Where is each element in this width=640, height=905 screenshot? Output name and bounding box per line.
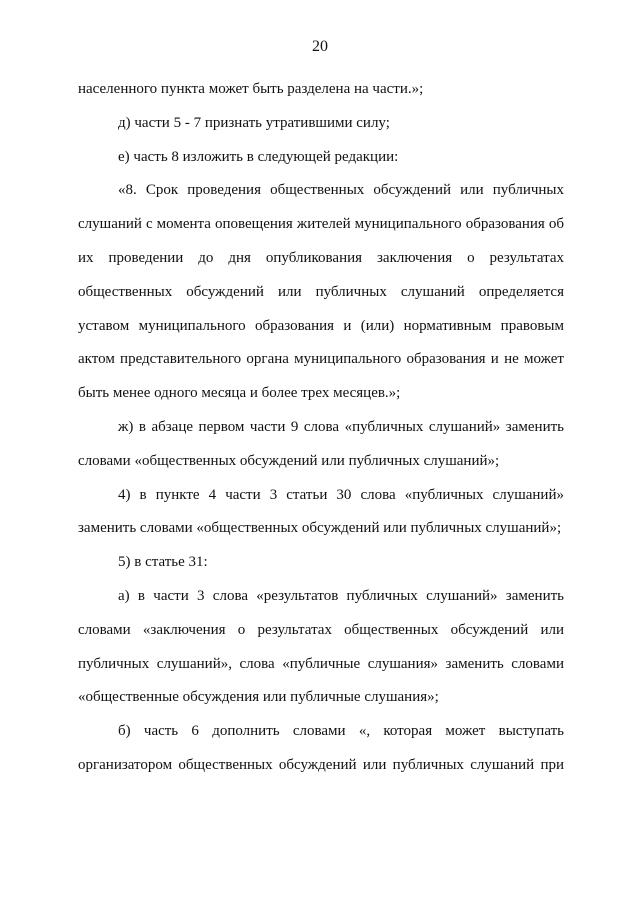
text-line: 4) в пункте 4 части 3 статьи 30 слова «публичных слушаний» — [118, 486, 564, 503]
page-number: 20 — [312, 38, 328, 55]
paragraph-continuation — [78, 73, 564, 107]
text-line: д) части 5 - 7 признать утратившими силу; — [118, 114, 390, 131]
text-line: «8. Срок проведения общественных обсуждений или публичных — [118, 182, 564, 199]
paragraph-item-e — [78, 141, 564, 175]
text-line: б) часть 6 дополнить словами «, которая может выступать — [118, 723, 564, 740]
text-line: быть менее одного месяца и более трех месяцев.»; — [78, 385, 401, 402]
paragraph-item-d — [78, 107, 564, 141]
text-line: а) в части 3 слова «результатов публичных слушаний» заменить — [118, 587, 564, 604]
text-line: заменить словами «общественных обсуждений или публичных слушаний»; — [78, 520, 562, 537]
paragraph-item-zh — [78, 411, 564, 479]
text-line: слушаний с момента оповещения жителей муниципального образования об — [78, 216, 564, 233]
text-line: е) часть 8 изложить в следующей редакции: — [118, 148, 399, 165]
paragraph-item-b — [78, 715, 564, 783]
text-line: их проведении до дня опубликования заключения о результатах — [78, 249, 564, 266]
text-line: «общественные обсуждения или публичные слушания»; — [78, 689, 439, 706]
text-line: населенного пункта может быть разделена на части.»; — [78, 81, 424, 97]
text-line: словами «общественных обсуждений или публичных слушаний»; — [78, 452, 500, 469]
paragraph-item-5 — [78, 546, 564, 580]
text-line: ж) в абзаце первом части 9 слова «публичных слушаний» заменить — [118, 418, 564, 435]
text-line: уставом муниципального образования и (или) нормативным правовым — [78, 317, 564, 334]
text-line: словами «заключения о результатах общественных обсуждений или — [78, 621, 564, 638]
paragraph-quoted-part-8 — [78, 174, 564, 411]
paragraph-item-a — [78, 580, 564, 715]
text-line: публичных слушаний», слова «публичные слушания» заменить словами — [78, 655, 564, 672]
text-line: общественных обсуждений или публичных слушаний определяется — [78, 283, 564, 300]
document-body — [78, 73, 564, 783]
paragraph-item-4 — [78, 479, 564, 547]
text-line: 5) в статье 31: — [118, 554, 208, 571]
text-line: организатором общественных обсуждений или публичных слушаний при — [78, 756, 564, 773]
text-line: актом представительного органа муниципального образования и не может — [78, 351, 564, 368]
